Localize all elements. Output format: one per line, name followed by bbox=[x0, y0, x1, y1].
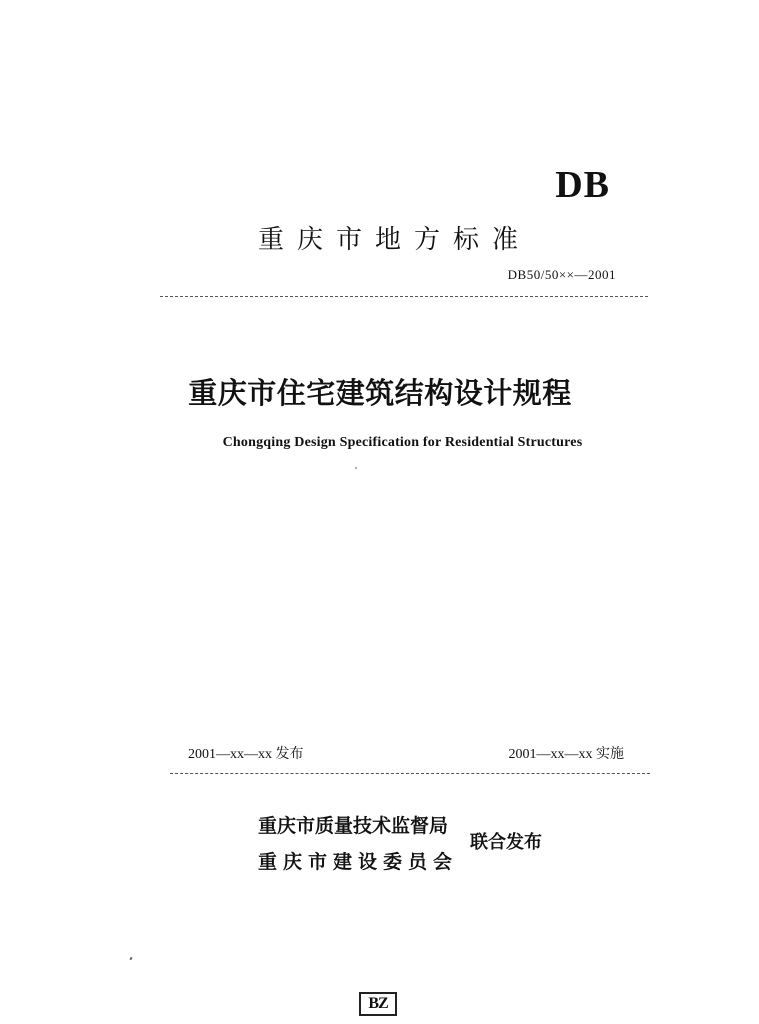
bottom-divider bbox=[170, 773, 650, 774]
issuer-quality-bureau: 重庆市质量技术监督局 bbox=[258, 815, 449, 837]
document-title-chinese: 重庆市住宅建筑结构设计规程 bbox=[188, 376, 572, 410]
standard-kind: 重庆市地方标准 bbox=[258, 225, 532, 255]
issue-date: 2001—xx—xx 发布 bbox=[188, 747, 304, 762]
joint-issue-label: 联合发布 bbox=[470, 832, 542, 853]
standard-mark: DB bbox=[555, 164, 610, 206]
document-title-english: Chongqing Design Specification for Residential Structures bbox=[222, 435, 583, 450]
issuer-construction-commission: 重庆市建设委员会 bbox=[258, 851, 459, 873]
top-divider bbox=[160, 296, 648, 297]
publisher-logo: BZ bbox=[359, 992, 397, 1016]
effective-date: 2001—xx—xx 实施 bbox=[508, 747, 624, 762]
standard-number: DB50/50××—2001 bbox=[507, 267, 616, 282]
scan-dot bbox=[129, 957, 132, 961]
scan-speck bbox=[355, 467, 357, 469]
